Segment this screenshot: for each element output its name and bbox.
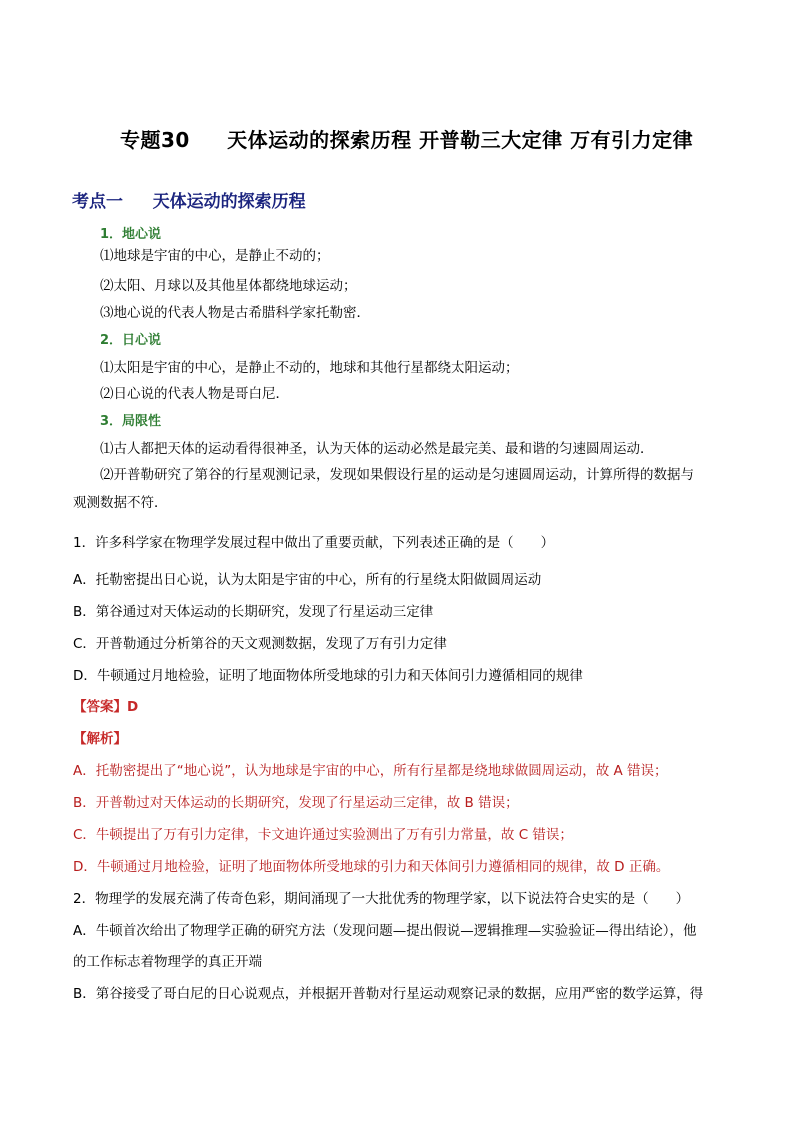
paragraph-line: ⑴古人都把天体的运动看得很神圣，认为天体的运动必然是最完美、最和谐的匀速圆周运动． [100,441,654,457]
question-1-stem: 1．许多科学家在物理学发展过程中做出了重要贡献，下列表述正确的是（ ） [73,535,555,551]
subheading-limitations: 3．局限性 [100,414,162,429]
analysis-line-d: D．牛顿通过月地检验，证明了地面物体所受地球的引力和天体间引力遵循相同的规律，故 D 正确。 [73,859,670,875]
question-1-option-d: D．牛顿通过月地检验，证明了地面物体所受地球的引力和天体间引力遵循相同的规律 [73,668,583,684]
paragraph-line: ⑵太阳、月球以及其他星体都绕地球运动； [100,278,357,294]
question-1-option-c: C．开普勒通过分析第谷的天文观测数据，发现了万有引力定律 [73,636,447,652]
subheading-geocentric: 1．地心说 [100,227,162,242]
question-2-option-a: A．牛顿首次给出了物理学正确的研究方法（发现问题—提出假说—逻辑推理—实验验证—得出结论），他 [73,923,697,939]
question-2-stem: 2．物理学的发展充满了传奇色彩，期间涌现了一大批优秀的物理学家，以下说法符合史实的是（ ） [73,891,690,907]
question-2-option-a-cont: 的工作标志着物理学的真正开端 [73,954,262,970]
answer-label: 【答案】D [73,699,139,715]
question-1-option-a: A．托勒密提出日心说，认为太阳是宇宙的中心，所有的行星绕太阳做圆周运动 [73,572,542,588]
analysis-label: 【解析】 [73,731,127,747]
analysis-line-c: C．牛顿提出了万有引力定律，卡文迪许通过实验测出了万有引力常量，故 C 错误； [73,827,573,843]
paragraph-line: ⑵日心说的代表人物是哥白尼． [100,386,289,402]
analysis-line-b: B．开普勒过对天体运动的长期研究，发现了行星运动三定律，故 B 错误； [73,795,519,811]
subheading-heliocentric: 2．日心说 [100,333,162,348]
analysis-line-a: A．托勒密提出了“地心说”，认为地球是宇宙的中心，所有行星都是绕地球做圆周运动，故 A 错误； [73,763,668,779]
question-2-option-b: B．第谷接受了哥白尼的日心说观点，并根据开普勒对行星运动观察记录的数据，应用严密的数学运算，得 [73,986,704,1002]
paragraph-line: ⑵开普勒研究了第谷的行星观测记录，发现如果假设行星的运动是匀速圆周运动，计算所得的数据与 [100,467,694,483]
question-1-option-b: B．第谷通过对天体运动的长期研究，发现了行星运动三定律 [73,604,434,620]
page-title: 专题30 天体运动的探索历程 开普勒三大定律 万有引力定律 [120,128,694,152]
paragraph-line: ⑴太阳是宇宙的中心，是静止不动的，地球和其他行星都绕太阳运动； [100,360,519,376]
paragraph-line: ⑶地心说的代表人物是古希腊科学家托勒密． [100,305,370,321]
paragraph-line: ⑴地球是宇宙的中心，是静止不动的； [100,248,330,264]
paragraph-line: 观测数据不符． [73,495,168,511]
section-heading: 考点一 天体运动的探索历程 [72,192,306,212]
